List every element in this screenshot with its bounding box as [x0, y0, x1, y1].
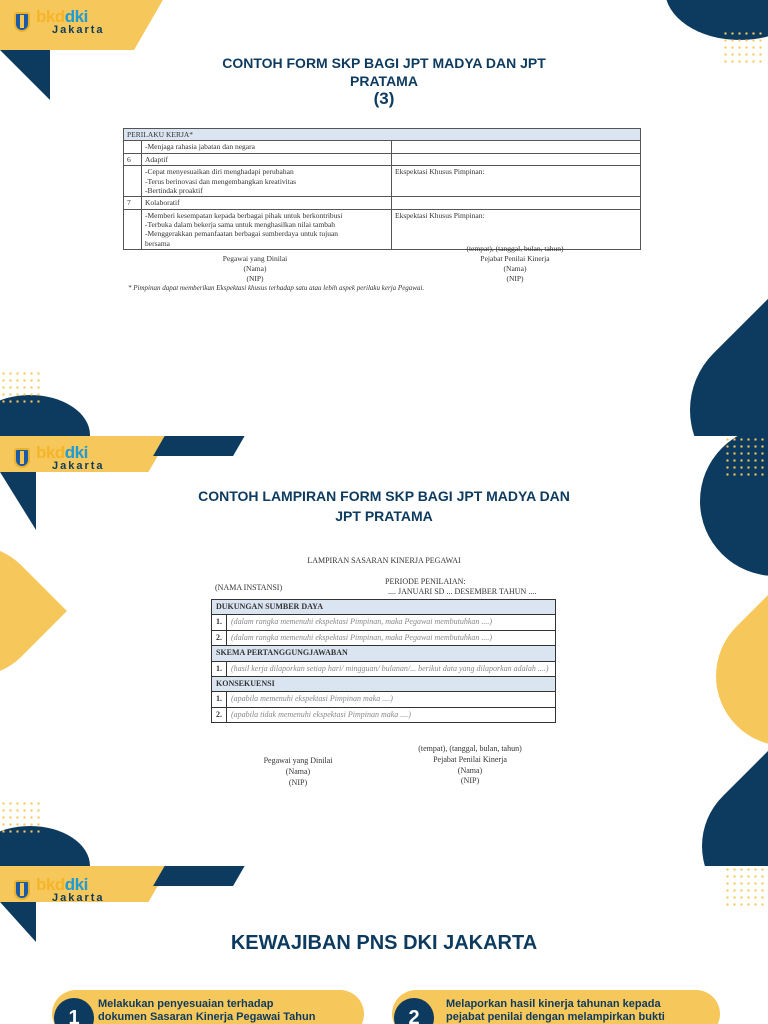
section-header: SKEMA PERTANGGUNGJAWABAN: [212, 646, 556, 661]
table-row: 2. (apabila tidak memenuhi ekspektasi Pimpinan maka ....): [212, 707, 556, 722]
table-header: PERILAKU KERJA*: [124, 129, 641, 141]
table-row: 1. (dalam rangka memenuhi ekspektasi Pimpinan, maka Pegawai membutuhkan ....): [212, 615, 556, 630]
navy-bar-shape: [153, 866, 247, 886]
slide-skp-form-3: [0, 0, 768, 436]
table-row: -Menjaga rahasia jabatan dan negara: [124, 141, 641, 153]
signature-pejabat: (tempat), (tanggal, bulan, tahun) Pejabat Penilai Kinerja (Nama) (NIP): [418, 744, 522, 786]
number-badge: 1: [54, 998, 94, 1024]
jakarta-crest-icon: [12, 878, 32, 902]
signature-pegawai: Pegawai yang Dinilai (Nama) (NIP): [263, 756, 333, 787]
navy-drop-shape-right: [673, 747, 768, 866]
periode-label: PERIODE PENILAIAN:: [385, 577, 466, 586]
instansi-label: (NAMA INSTANSI): [215, 583, 283, 592]
dot-pattern: [724, 436, 768, 476]
section-header: KONSEKUENSI: [212, 676, 556, 691]
footnote: * Pimpinan dapat memberikan Ekspektasi khusus terhadap satu atau lebih aspek perilaku kerja Pegawai.: [128, 284, 425, 292]
table-row: -Cepat menyesuaikan diri menghadapi perubahan -Terus berinovasi dan mengembangkan kreativitas -Bertindak proaktif Ekspektasi Khusus Pimpinan:: [124, 166, 641, 197]
skp-table-doc: [123, 128, 641, 250]
navy-bar-shape: [153, 436, 247, 456]
slide-kewajiban-pns: [0, 866, 768, 1024]
lampiran-table-doc: [211, 599, 556, 723]
signature-pegawai: Pegawai yang Dinilai (Nama) (NIP): [222, 254, 288, 284]
gold-drop-shape: [0, 519, 67, 703]
gold-drop-shape-right: [687, 577, 768, 775]
kewajiban-text: Melaporkan hasil kinerja tahunan kepada pejabat penilai dengan melampirkan bukti: [446, 998, 665, 1024]
jakarta-crest-icon: [12, 446, 32, 470]
dot-pattern-left: [0, 800, 44, 834]
table-row: 1. (apabila memenuhi ekspektasi Pimpinan maka ....): [212, 692, 556, 707]
bkd-dki-logo: bkddki Jakarta: [12, 876, 105, 904]
dot-pattern-left: [0, 370, 44, 404]
dot-pattern: [724, 866, 768, 906]
bkd-dki-logo: bkddki Jakarta: [12, 444, 105, 472]
perilaku-kerja-table: [123, 128, 641, 250]
table-row: 6 Adaptif: [124, 153, 641, 165]
kewajiban-text: Melakukan penyesuaian terhadap dokumen Sasaran Kinerja Pegawai Tahun: [98, 998, 316, 1024]
page-title: CONTOH FORM SKP BAGI JPT MADYA DAN JPT PRATAMA (3): [222, 55, 546, 108]
lampiran-table: [211, 599, 556, 723]
page-title: KEWAJIBAN PNS DKI JAKARTA: [230, 932, 538, 954]
table-row: 2. (dalam rangka memenuhi ekspektasi Pimpinan, maka Pegawai membutuhkan ....): [212, 630, 556, 645]
jakarta-crest-icon: [12, 10, 32, 34]
number-badge: 2: [394, 998, 434, 1024]
table-row: 1. (hasil kerja dilaporkan setiap hari/ mingguan/ bulanan/... berikut data yang dilaporkan adalah ....): [212, 661, 556, 676]
periode-value: .... JANUARI SD ... DESEMBER TAHUN ....: [388, 587, 537, 596]
section-header: DUKUNGAN SUMBER DAYA: [212, 600, 556, 615]
bkd-dki-logo: bkddki Jakarta: [12, 8, 105, 36]
kewajiban-item-1: [52, 990, 364, 1024]
lampiran-doc-title: LAMPIRAN SASARAN KINERJA PEGAWAI: [307, 556, 461, 565]
navy-drop-shape: [657, 297, 768, 436]
table-row: -Memberi kesempatan kepada berbagai pihak untuk berkontribusi -Terbuka dalam bekerja sama untuk menghasilkan nilai tambah -Menggerakkan pemanfaatan berbagai sumberdaya untuk tujuan bersama Ekspektasi Khusus Pimpinan:: [124, 209, 641, 250]
signature-pejabat: (tempat), (tanggal, bulan, tahun) Pejabat Penilai Kinerja (Nama) (NIP): [466, 244, 564, 284]
page-title: CONTOH LAMPIRAN FORM SKP BAGI JPT MADYA DAN JPT PRATAMA: [198, 488, 570, 524]
slide-lampiran-form: [0, 436, 768, 866]
kewajiban-item-2: [392, 990, 720, 1024]
table-row: 7 Kolaboratif: [124, 197, 641, 209]
